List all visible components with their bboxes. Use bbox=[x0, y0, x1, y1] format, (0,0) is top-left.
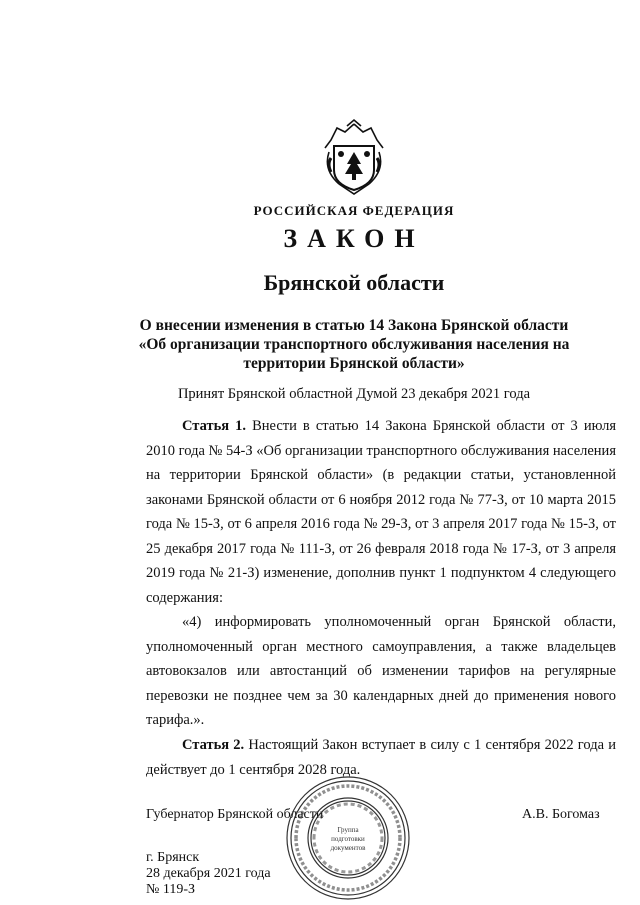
stamp-text-line: документов bbox=[330, 844, 366, 852]
official-round-stamp bbox=[284, 774, 412, 902]
adoption-note: Принят Брянской областной Думой 23 декабря 2021 года bbox=[177, 386, 531, 402]
signatory-position: Губернатор Брянской области bbox=[146, 807, 324, 822]
footer-number: № 119-З bbox=[146, 882, 196, 897]
federation-heading: РОССИЙСКАЯ ФЕДЕРАЦИЯ bbox=[253, 203, 455, 218]
signatory-name: А.В. Богомаз bbox=[522, 807, 600, 822]
stamp-text-line: Группа bbox=[337, 826, 359, 834]
law-title-line: территории Брянской области» bbox=[243, 355, 465, 372]
law-title bbox=[130, 316, 578, 373]
footer-date: 28 декабря 2021 года bbox=[146, 866, 271, 881]
quoted-amendment: «4) информировать уполномоченный орган Брянской области, уполномоченный орган местного самоуправления, а также владельцев автовокзалов или автостанций об изменении тарифов на регулярные перевозки не позднее чем за 30 календарных дней до применения нового тарифа.». bbox=[146, 614, 616, 728]
article-2-text: Настоящий Закон вступает в силу с 1 сентября 2022 года и действует до 1 сентября 2028 года. bbox=[146, 737, 616, 778]
article-2-label: Статья 2. bbox=[182, 737, 245, 753]
article-1-text: Внести в статью 14 Закона Брянской области от 3 июля 2010 года № 54-З «Об организации транспортного обслуживания населения на территории Брянской области» (в редакции статьи, установленной законами Брянской области от 6 ноября 2012 года № 77-З, от 10 марта 2015 года № 15-З, от 6 апреля 2016 года № 29-З, от 3 апреля 2017 года № 15-З, от 25 декабря 2017 года № 111-З, от 26 февраля 2018 года № 17-З, от 3 апреля 2019 года № 21-З) изменение, дополнив пункт 1 подпунктом 4 следующего содержания: bbox=[146, 418, 616, 606]
law-title-line: «Об организации транспортного обслуживания населения на bbox=[138, 336, 570, 353]
region-heading: Брянской области bbox=[263, 270, 445, 295]
coat-of-arms-emblem bbox=[317, 118, 391, 198]
article-1-label: Статья 1. bbox=[182, 418, 247, 434]
document-footer bbox=[146, 850, 271, 898]
law-title-line: О внесении изменения в статью 14 Закона Брянской области bbox=[139, 317, 569, 334]
article-1-paragraph bbox=[146, 414, 616, 610]
document-type-heading: ЗАКОН bbox=[283, 224, 425, 253]
footer-city: г. Брянск bbox=[146, 850, 200, 865]
stamp-text-line: подготовки bbox=[331, 835, 365, 843]
